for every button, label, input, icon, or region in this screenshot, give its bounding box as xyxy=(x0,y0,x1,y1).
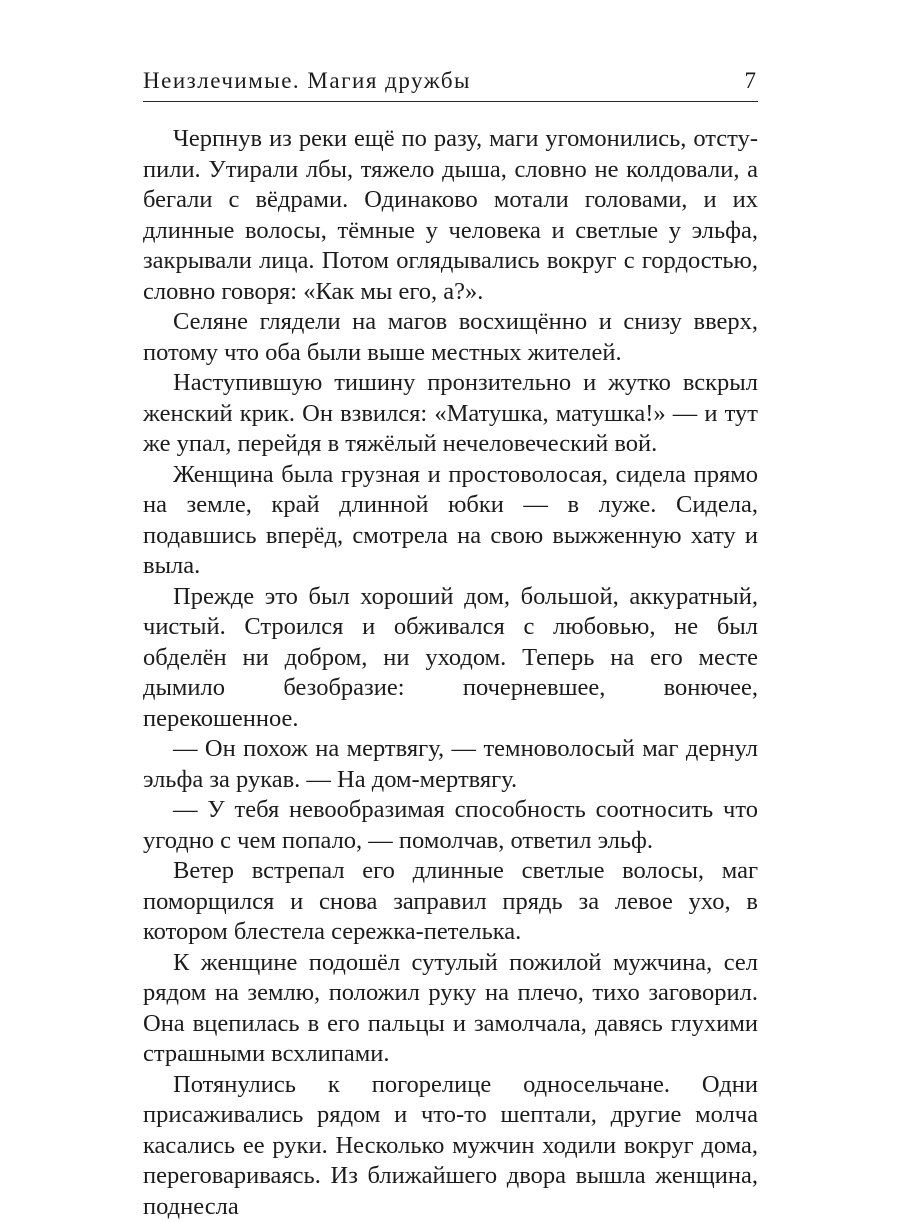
paragraph: К женщине подошёл сутулый пожилой мужчина, сел рядом на землю, положил руку на плечо, тихо заговорил. Она вцепилась в его пальцы и замолчала, давясь глухими страшными всхлипами. xyxy=(143,948,758,1070)
page-number: 7 xyxy=(745,68,759,94)
body-text xyxy=(143,124,758,1222)
paragraph: Селяне глядели на магов восхищённо и снизу вверх, потому что оба были выше местных жителей. xyxy=(143,307,758,368)
paragraph: Потянулись к погорелице односельчане. Одни присаживались рядом и что-то шептали, другие молча касались ее руки. Несколько мужчин ходили вокруг дома, переговариваясь. Из ближайшего двора вышла женщина, поднесла xyxy=(143,1070,758,1222)
book-page xyxy=(143,62,758,1222)
running-header xyxy=(143,62,758,102)
paragraph: Черпнув из реки ещё по разу, маги угомонились, отступили. Утирали лбы, тяжело дыша, словно не колдовали, а бегали с вёдрами. Одинаково мотали головами, и их длинные волосы, тёмные у человека и светлые у эльфа, закрывали лица. Потом оглядывались вокруг с гордостью, словно говоря: «Как мы его, а?». xyxy=(143,124,758,307)
paragraph: Прежде это был хороший дом, большой, аккуратный, чистый. Строился и обживался с любовью, не был обделён ни добром, ни уходом. Теперь на его месте дымило безобразие: почерневшее, вонючее, перекошенное. xyxy=(143,582,758,735)
book-title: Неизлечимые. Магия дружбы xyxy=(143,68,471,94)
paragraph: — У тебя невообразимая способность соотносить что угодно с чем попало, — помолчав, ответил эльф. xyxy=(143,795,758,856)
paragraph: Ветер встрепал его длинные светлые волосы, маг поморщился и снова заправил прядь за левое ухо, в котором блестела сережка-петелька. xyxy=(143,856,758,948)
paragraph: Женщина была грузная и простоволосая, сидела прямо на земле, край длинной юбки — в луже. Сидела, подавшись вперёд, смотрела на свою выжженную хату и выла. xyxy=(143,460,758,582)
paragraph: Наступившую тишину пронзительно и жутко вскрыл женский крик. Он взвился: «Матушка, матушка!» — и тут же упал, перейдя в тяжёлый нечеловеческий вой. xyxy=(143,368,758,460)
paragraph: — Он похож на мертвягу, — темноволосый маг дернул эльфа за рукав. — На дом-мертвягу. xyxy=(143,734,758,795)
